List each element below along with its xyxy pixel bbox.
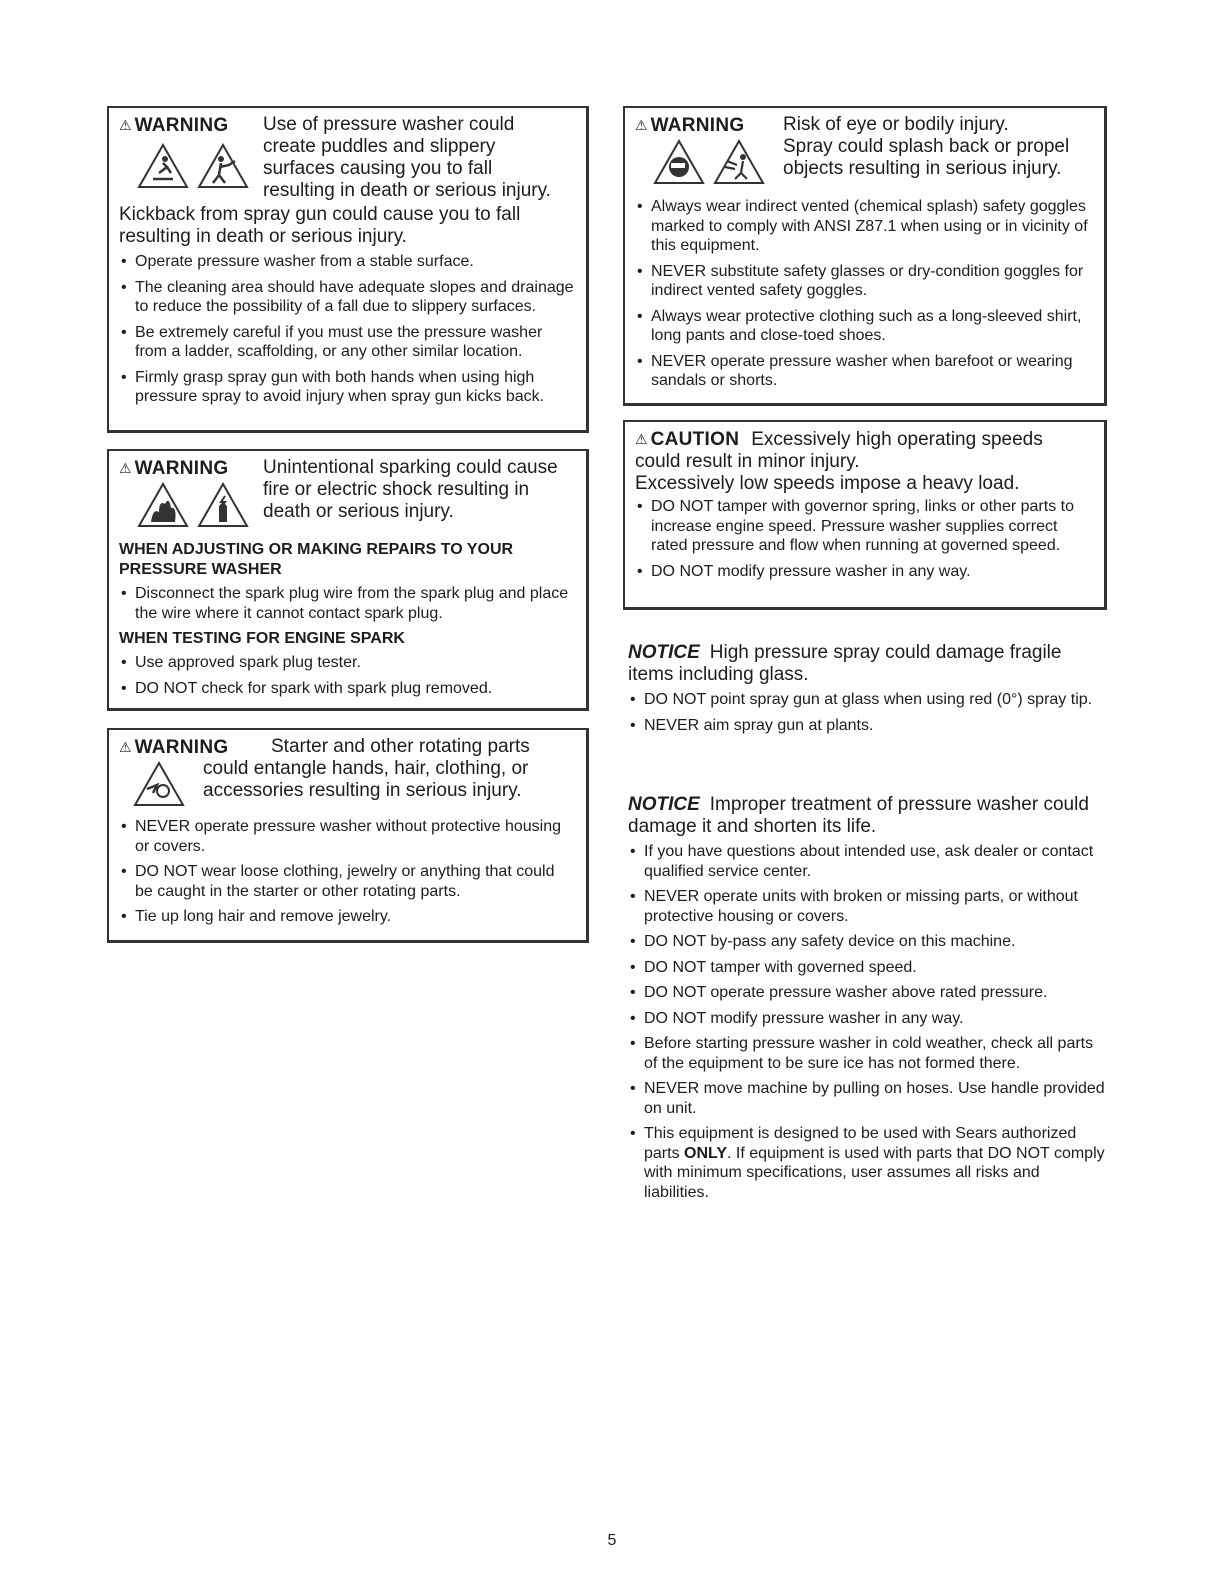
hazard-icons xyxy=(137,143,259,189)
list-item: • Firmly grasp spray gun with both hands when using high pressure spray to avoid injury when spray gun kicks back. xyxy=(119,368,576,407)
list-item: • Disconnect the spark plug wire from the spark plug and place the wire where it cannot contact spark plug. xyxy=(119,584,576,623)
notice-header: NOTICE High pressure spray could damage fragile items including glass. xyxy=(628,642,1062,685)
list-item: • DO NOT tamper with governed speed. xyxy=(628,958,1106,978)
alert-icon: ⚠ xyxy=(635,117,648,133)
list-item: • DO NOT modify pressure washer in any way. xyxy=(628,1009,1106,1029)
warning-box-sparking xyxy=(107,449,589,711)
notice-header: NOTICE Improper treatment of pressure washer could damage it and shorten its life. xyxy=(628,794,1089,837)
list-item: • Tie up long hair and remove jewelry. xyxy=(119,907,576,927)
list-item: • DO NOT point spray gun at glass when using red (0°) spray tip. xyxy=(628,690,1098,710)
warning-box-slippery xyxy=(107,106,589,433)
slip-fall-icon xyxy=(137,143,189,189)
kickback-text: Kickback from spray gun could cause you to fall resulting in death or serious injury. xyxy=(119,204,521,247)
warning-header: ⚠ WARNING Risk of eye or bodily injury. Spray could splash back or propel objects resulting in serious injury. xyxy=(635,114,1094,185)
flying-debris-icon xyxy=(713,139,765,185)
list-item: • This equipment is designed to be used with Sears authorized parts ONLY. If equipment is used with parts that DO NOT comply with minimum specifications, user assumes all risks and liabilities. xyxy=(628,1124,1106,1202)
list-item: • Use approved spark plug tester. xyxy=(119,653,576,673)
list-item: • Before starting pressure washer in cold weather, check all parts of the equipment to be sure ice has not formed there. xyxy=(628,1034,1106,1073)
list-item: • NEVER operate units with broken or missing parts, or without protective housing or covers. xyxy=(628,887,1106,926)
list-item: • NEVER operate pressure washer when barefoot or wearing sandals or shorts. xyxy=(635,352,1094,391)
warning-header: ⚠ WARNING Starter and other rotating parts could entangle hands, hair, clothing, or accessories resulting in serious injury. xyxy=(119,736,576,807)
list-item: • NEVER operate pressure washer without protective housing or covers. xyxy=(119,817,576,856)
warning-box-eye-injury xyxy=(623,106,1107,406)
caution-box-speed: ⚠ CAUTION Excessively high operating speeds could result in minor injury. Excessively low speeds impose a heavy load. • DO NOT tamper with governor spring, links or other parts to increase engine speed. Pressure washer supplies correct rated pressure and flow when running at governed speed. • DO NOT modify pressure washer in any way. xyxy=(623,420,1107,610)
list-item: • If you have questions about intended use, ask dealer or contact qualified service center. xyxy=(628,842,1106,881)
warning-header: ⚠ WARNING Unintentional sparking could cause fire or electric shock resulting in death or serious injury. xyxy=(119,457,576,528)
list-item: • DO NOT check for spark with spark plug removed. xyxy=(119,679,576,699)
list-item: • The cleaning area should have adequate slopes and drainage to reduce the possibility of a fall due to slippery surfaces. xyxy=(119,278,576,317)
page-number: 5 xyxy=(607,1532,617,1549)
kickback-icon xyxy=(197,143,249,189)
list-item: • DO NOT modify pressure washer in any way. xyxy=(635,562,1094,582)
section-heading: WHEN TESTING FOR ENGINE SPARK xyxy=(119,630,405,647)
alert-icon: ⚠ xyxy=(635,431,648,447)
list-item: • Always wear indirect vented (chemical splash) safety goggles marked to comply with ANSI Z87.1 when using or in vicinity of this equipment. xyxy=(635,197,1094,256)
alert-icon: ⚠ xyxy=(119,739,132,755)
alert-icon: ⚠ xyxy=(119,460,132,476)
list-item: • Be extremely careful if you must use the pressure washer from a ladder, scaffolding, or any other similar location. xyxy=(119,323,576,362)
warning-signal: ⚠ WARNING xyxy=(119,115,229,136)
list-item: • DO NOT operate pressure washer above rated pressure. xyxy=(628,983,1106,1003)
bullet-list xyxy=(628,690,1098,735)
list-item: • NEVER move machine by pulling on hoses. Use handle provided on unit. xyxy=(628,1079,1106,1118)
warning-header: ⚠ WARNING Use of pressure washer could create puddles and slippery surfaces causing you to fall resulting in death or serious injury. xyxy=(119,114,551,201)
list-item: • NEVER aim spray gun at plants. xyxy=(628,716,1098,736)
hazard-icons xyxy=(137,482,259,528)
list-item: • DO NOT by-pass any safety device on this machine. xyxy=(628,932,1106,952)
caution-header: ⚠ CAUTION Excessively high operating speeds xyxy=(635,429,1043,450)
list-item: • NEVER substitute safety glasses or dry-condition goggles for indirect vented safety goggles. xyxy=(635,262,1094,301)
hazard-icons xyxy=(133,761,199,807)
alert-icon: ⚠ xyxy=(119,117,132,133)
list-item: • Always wear protective clothing such as a long-sleeved shirt, long pants and close-toed shoes. xyxy=(635,307,1094,346)
hazard-icons xyxy=(653,139,775,185)
bullet-list xyxy=(635,497,1094,581)
list-item: • DO NOT wear loose clothing, jewelry or anything that could be caught in the starter or other rotating parts. xyxy=(119,862,576,901)
section-heading: WHEN ADJUSTING OR MAKING REPAIRS TO YOUR PRESSURE WASHER xyxy=(119,541,514,578)
fire-icon xyxy=(137,482,189,528)
list-item: • Operate pressure washer from a stable surface. xyxy=(119,252,576,272)
bullet-list xyxy=(119,817,576,927)
electric-shock-icon xyxy=(197,482,249,528)
warning-box-rotating-parts xyxy=(107,728,589,943)
eye-protection-icon xyxy=(653,139,705,185)
notice-improper-treatment xyxy=(628,794,1106,1208)
bullet-list xyxy=(119,584,576,623)
bullet-list xyxy=(119,252,576,407)
bullet-list xyxy=(119,653,576,698)
entanglement-icon xyxy=(133,761,185,807)
bullet-list xyxy=(635,197,1094,391)
notice-fragile-items xyxy=(628,642,1098,741)
bullet-list xyxy=(628,842,1106,1202)
list-item: • DO NOT tamper with governor spring, links or other parts to increase engine speed. Pressure washer supplies correct rated pressure and flow when running at governed speed. xyxy=(635,497,1094,556)
